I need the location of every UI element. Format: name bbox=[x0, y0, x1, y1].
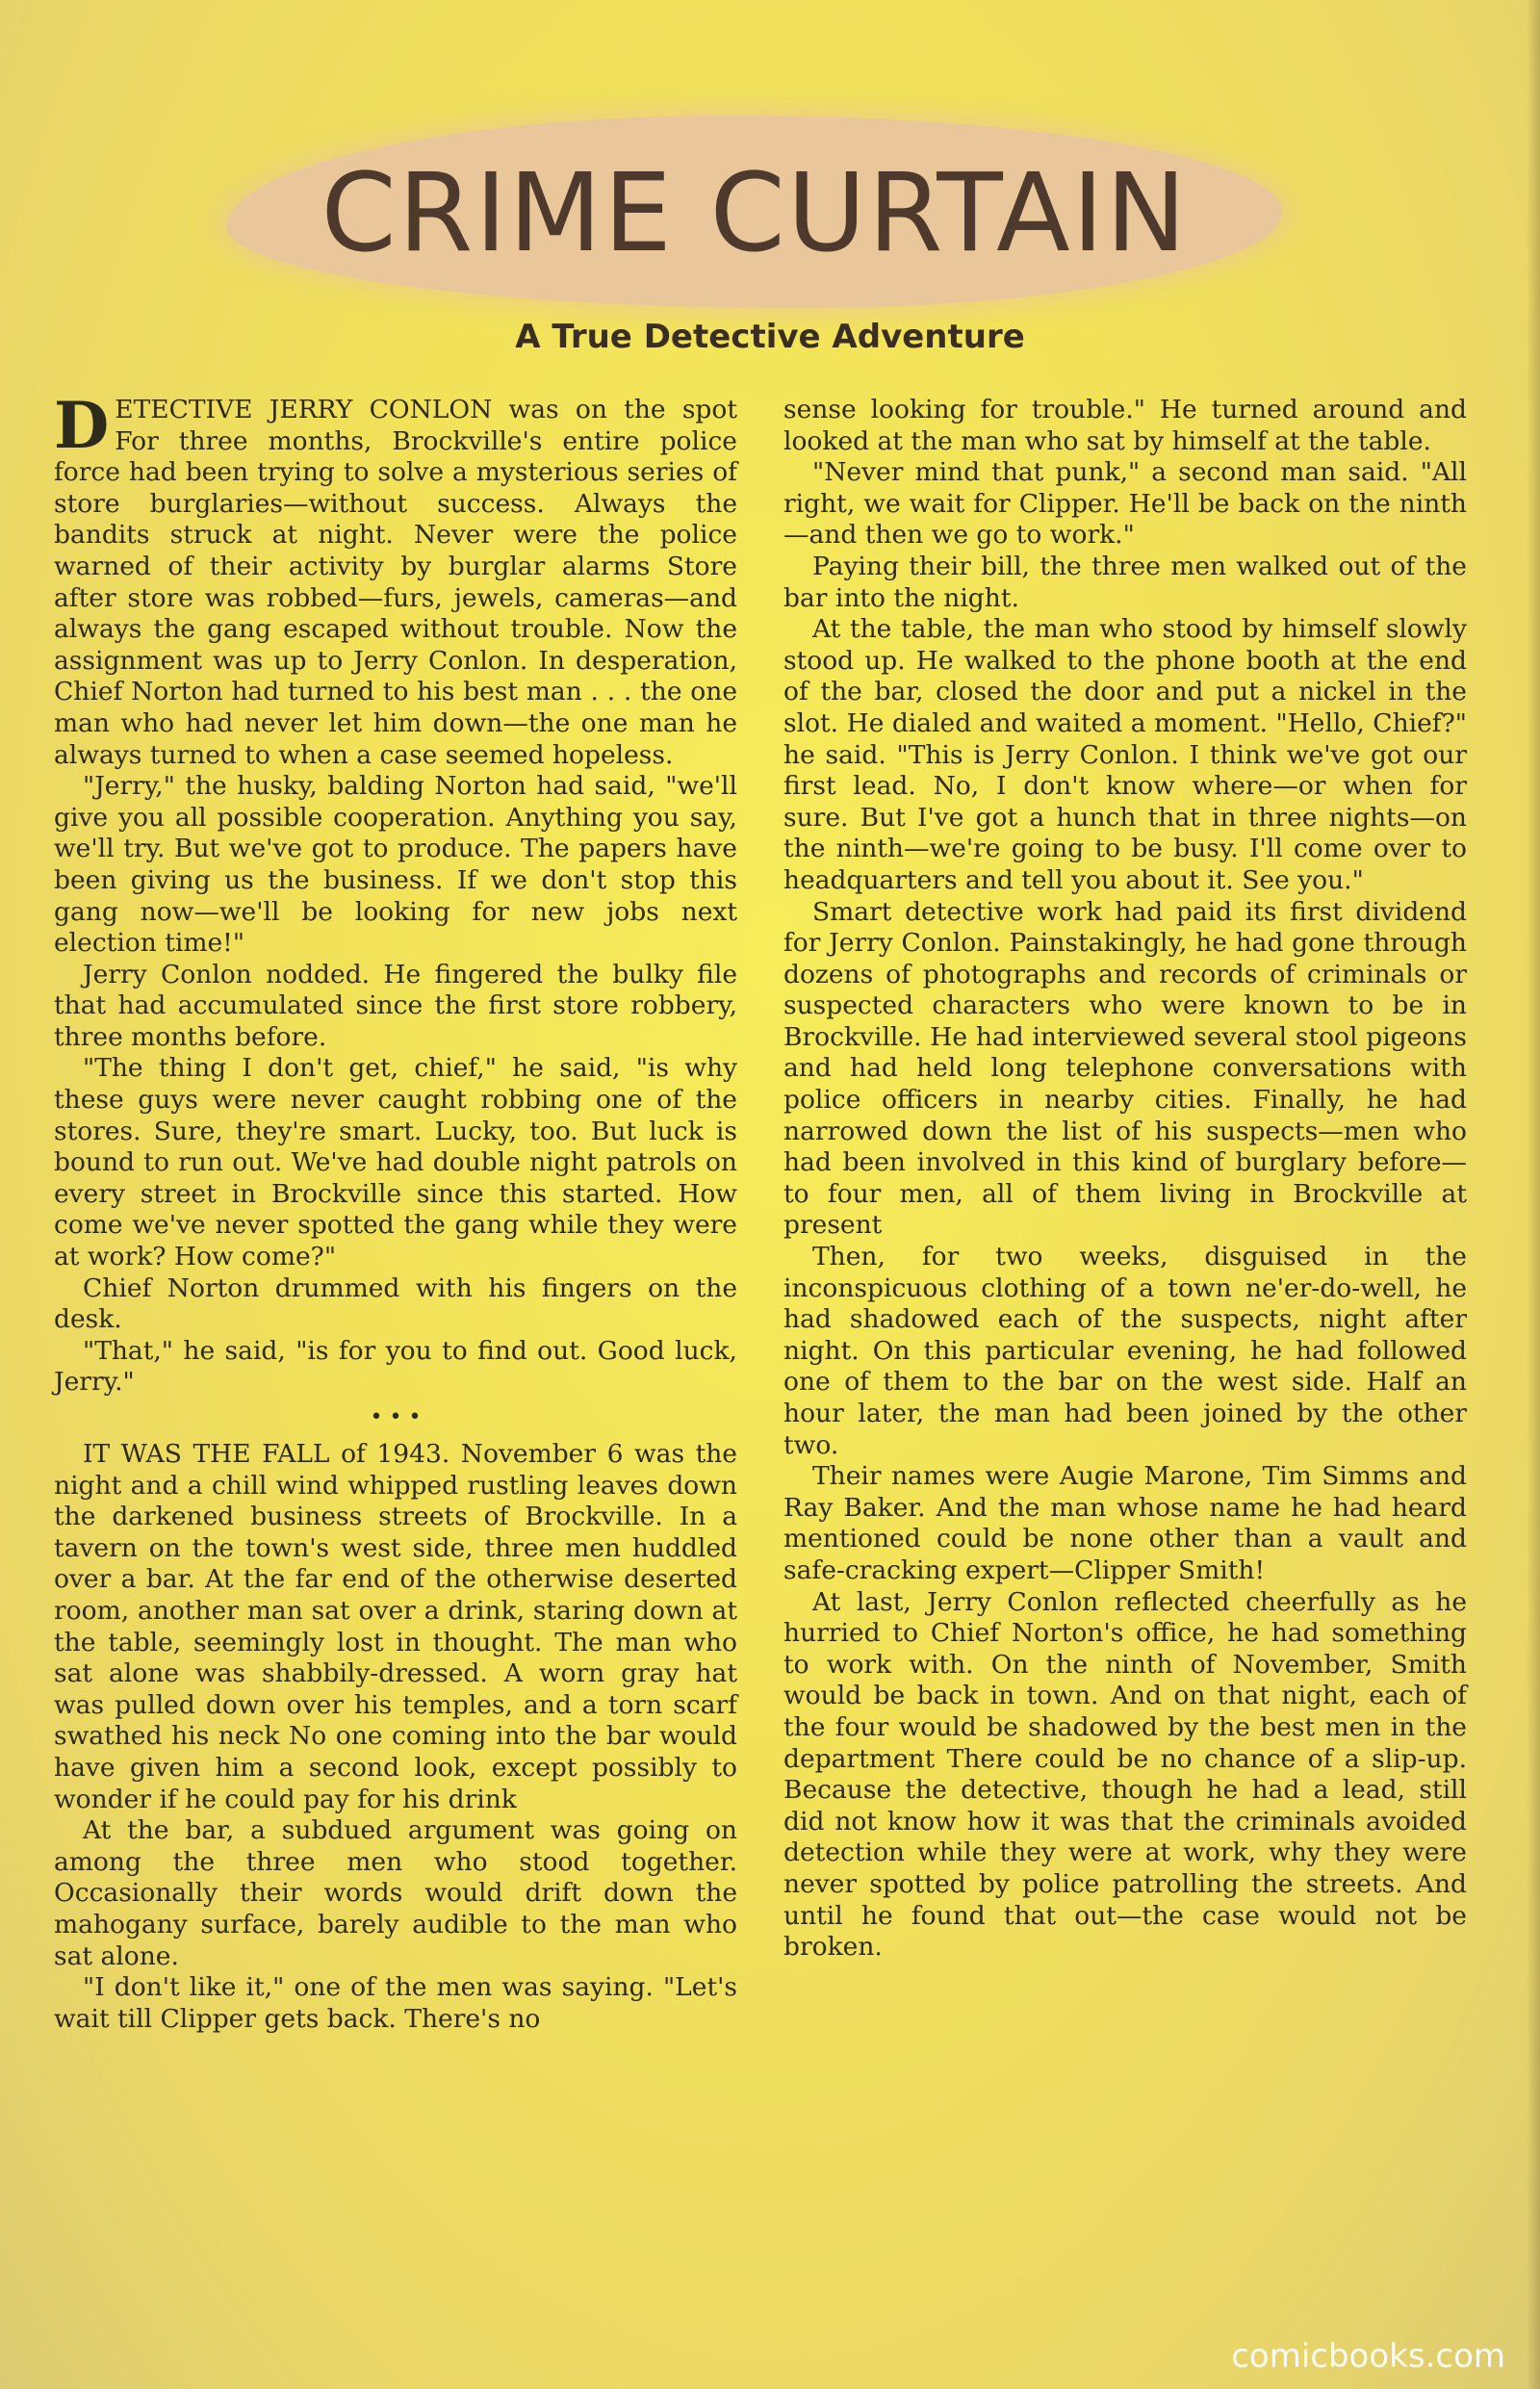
page-edge-shadow bbox=[1527, 0, 1540, 2389]
drop-cap: D bbox=[54, 388, 110, 463]
paragraph: Jerry Conlon nodded. He fingered the bulky file that had accumulated since the first store robbery, three months before. bbox=[54, 959, 737, 1052]
left-text-column bbox=[54, 388, 737, 2035]
section-separator bbox=[54, 1400, 737, 1435]
story-title: CRIME CURTAIN bbox=[321, 151, 1189, 276]
right-text-column bbox=[783, 395, 1467, 1964]
paragraph: Chief Norton drummed with his fingers on the desk. bbox=[54, 1272, 737, 1335]
paragraph: sense looking for trouble." He turned around and looked at the man who sat by himself at the table. bbox=[783, 395, 1467, 456]
paragraph: Smart detective work had paid its first dividend for Jerry Conlon. Painstakingly, he had gone through dozens of photographs and records of criminals or suspected characters who were known to be in Brockville. He had interviewed several stool pigeons and had held long telephone conversations with police officers in nearby cities. Finally, he had narrowed down the list of his suspects—men who had been involved in this kind of burglary before—to four men, all of them living in Brockville at present bbox=[783, 896, 1467, 1241]
site-watermark: comicbooks.com bbox=[1231, 2337, 1505, 2376]
opening-paragraph-text: ETECTIVE JERRY CONLON was on the spot For three months, Brockville's entire police force had been trying to solve a mysterious series of store burglaries—without success. Always the bandits struck at night. Never were the police warned of their activity by burglar alarms Store after store was robbed—furs, jewels, cameras—and always the gang escaped without trouble. Now the assignment was up to Jerry Conlon. In desperation, Chief Norton had turned to his best man . . . the one man who had never let him down—the one man he always turned to when a case seemed hopeless. bbox=[54, 395, 737, 770]
paragraph: At the bar, a subdued argument was going on among the three men who stood together. Occasionally their words would drift down the mahogany surface, barely audible to the man who sat alone. bbox=[54, 1815, 737, 1971]
paragraph: "The thing I don't get, chief," he said, "is why these guys were never caught robbing one of the stores. Sure, they're smart. Lucky, too. But luck is bound to run out. We've had double night patrols on every street in Brockville since this started. How come we've never spotted the gang while they were at work? How come?" bbox=[54, 1053, 737, 1272]
paragraph: At the table, the man who stood by himself slowly stood up. He walked to the phone booth at the end of the bar, closed the door and put a nickel in the slot. He dialed and waited a moment. "Hello, Chief?" he said. "This is Jerry Conlon. I think we've got our first lead. No, I don't know where—or when for sure. But I've got a hunch that in three nights—on the ninth—we're going to be busy. I'll come over to headquarters and tell you about it. See you." bbox=[783, 614, 1467, 895]
paragraph: At last, Jerry Conlon reflected cheerfully as he hurried to Chief Norton's office, he had something to work with. On the ninth of November, Smith would be back in town. And on that night, each of the four would be shadowed by the best men in the department There could be no chance of a slip-up. Because the detective, though he had a lead, still did not know how it was that the criminals avoided detection while they were at work, why they were never spotted by police patrolling the streets. And until he found that out—the case would not be broken. bbox=[783, 1586, 1467, 1963]
paragraph: "That," he said, "is for you to find out. Good luck, Jerry." bbox=[54, 1335, 737, 1398]
paragraph: "Jerry," the husky, balding Norton had said, "we'll give you all possible cooperation. Anything you say, we'll try. But we've got to produce. The papers have been giving us the business. If we don't stop this gang now—we'll be looking for new jobs next election time!" bbox=[54, 771, 737, 959]
story-subtitle: A True Detective Adventure bbox=[515, 318, 1025, 356]
paragraph: Their names were Augie Marone, Tim Simms and Ray Baker. And the man whose name he had heard mentioned could be none other than a vault and safe-cracking expert—Clipper Smith! bbox=[783, 1461, 1467, 1585]
paragraph: "Never mind that punk," a second man said. "All right, we wait for Clipper. He'll be back on the ninth—and then we go to work." bbox=[783, 457, 1467, 551]
paragraph: Paying their bill, the three men walked out of the bar into the night. bbox=[783, 551, 1467, 613]
paragraph: "I don't like it," one of the men was saying. "Let's wait till Clipper gets back. There's no bbox=[54, 1972, 737, 2034]
opening-paragraph bbox=[54, 388, 737, 771]
paragraph: Then, for two weeks, disguised in the inconspicuous clothing of a town ne'er-do-well, he had shadowed each of the suspects, night after night. On this particular evening, he had followed one of them to the bar on the west side. Half an hour later, the man had been joined by the other two. bbox=[783, 1242, 1467, 1460]
separator-dots: • • • bbox=[370, 1405, 422, 1429]
paragraph: IT WAS THE FALL of 1943. November 6 was the night and a chill wind whipped rustling leaves down the darkened business streets of Brockville. In a tavern on the town's west side, three men huddled over a bar. At the far end of the otherwise deserted room, another man sat over a drink, staring down at the table, seemingly lost in thought. The man who sat alone was shabbily-dressed. A worn gray hat was pulled down over his temples, and a torn scarf swathed his neck No one coming into the bar would have given him a second look, except possibly to wonder if he could pay for his drink bbox=[54, 1439, 737, 1814]
